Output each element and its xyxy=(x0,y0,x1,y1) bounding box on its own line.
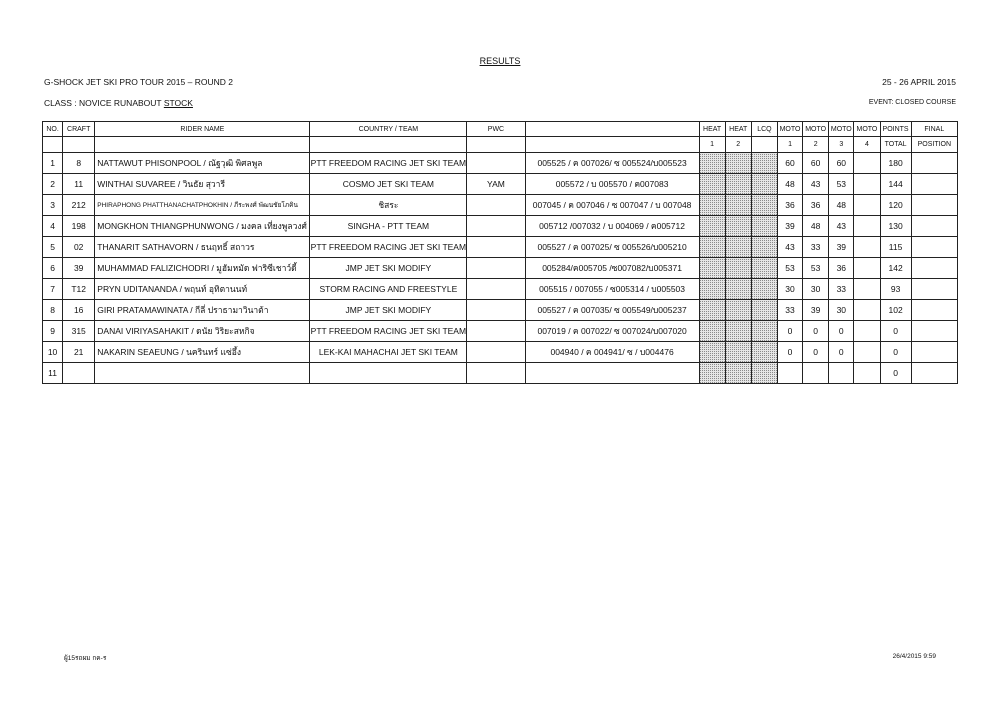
cell-moto2: 0 xyxy=(803,342,829,363)
cell-final-position xyxy=(911,363,957,384)
col-heat2-header: HEAT xyxy=(725,122,751,137)
cell-moto1: 0 xyxy=(777,321,802,342)
cell-engine-numbers: 007019 / ค 007022/ ซ 007024/บ007020 xyxy=(525,321,699,342)
cell-engine-numbers: 005284/ค005705 /ซ007082/บ005371 xyxy=(525,258,699,279)
cell-rider: DANAI VIRIYASAHAKIT / ดนัย วิริยะสหกิจ xyxy=(95,321,310,342)
cell-team: STORM RACING AND FREESTYLE xyxy=(310,279,467,300)
cell-points-total: 144 xyxy=(880,174,911,195)
footer-left: ผู้15รถผม กค-ร xyxy=(64,655,107,662)
col-moto4-header: MOTO xyxy=(854,122,880,137)
cell-heat2 xyxy=(725,300,751,321)
cell-moto2: 43 xyxy=(803,174,829,195)
cell-lcq xyxy=(751,279,777,300)
cell-moto2 xyxy=(803,363,829,384)
cell-final-position xyxy=(911,174,957,195)
cell-final-position xyxy=(911,153,957,174)
cell-moto4 xyxy=(854,216,880,237)
cell-heat2 xyxy=(725,258,751,279)
cell-heat2 xyxy=(725,153,751,174)
cell-engine-numbers xyxy=(525,363,699,384)
cell-moto1: 30 xyxy=(777,279,802,300)
cell-moto1: 60 xyxy=(777,153,802,174)
table-row xyxy=(43,216,958,237)
cell-engine-numbers: 005527 / ค 007035/ ซ 005549/บ005237 xyxy=(525,300,699,321)
cell-pwc xyxy=(467,363,525,384)
cell-moto2: 53 xyxy=(803,258,829,279)
cell-no: 6 xyxy=(43,258,63,279)
event-dates: 25 - 26 APRIL 2015 xyxy=(882,77,956,87)
cell-lcq xyxy=(751,216,777,237)
cell-points-total: 115 xyxy=(880,237,911,258)
cell-moto4 xyxy=(854,258,880,279)
cell-lcq xyxy=(751,258,777,279)
cell-rider xyxy=(95,363,310,384)
cell-heat2 xyxy=(725,363,751,384)
cell-no: 8 xyxy=(43,300,63,321)
cell-lcq xyxy=(751,321,777,342)
cell-engine-numbers: 005515 / 007055 / ซ005314 / บ005503 xyxy=(525,279,699,300)
cell-rider: MONGKHON THIANGPHUNWONG / มงคล เที่ยงพูลวงศ์ xyxy=(95,216,310,237)
cell-no: 10 xyxy=(43,342,63,363)
cell-heat2 xyxy=(725,321,751,342)
cell-heat1 xyxy=(699,216,725,237)
cell-rider: WINTHAI SUVAREE / วินธัย สุวารี xyxy=(95,174,310,195)
cell-moto1: 43 xyxy=(777,237,802,258)
cell-heat1 xyxy=(699,279,725,300)
cell-moto3: 0 xyxy=(829,342,854,363)
table-row xyxy=(43,153,958,174)
cell-moto1: 48 xyxy=(777,174,802,195)
cell-no: 7 xyxy=(43,279,63,300)
cell-pwc xyxy=(467,300,525,321)
table-row xyxy=(43,363,958,384)
cell-heat2 xyxy=(725,237,751,258)
cell-moto4 xyxy=(854,174,880,195)
col-moto1-sub: 1 xyxy=(777,137,802,153)
col-country-sub xyxy=(310,137,467,153)
cell-moto4 xyxy=(854,300,880,321)
cell-no: 5 xyxy=(43,237,63,258)
cell-pwc xyxy=(467,216,525,237)
footer-timestamp: 26/4/2015 9:59 xyxy=(892,653,936,660)
col-no-sub xyxy=(43,137,63,153)
cell-heat2 xyxy=(725,216,751,237)
cell-heat1 xyxy=(699,342,725,363)
cell-pwc xyxy=(467,342,525,363)
cell-moto3 xyxy=(829,363,854,384)
col-heat1-header: HEAT xyxy=(699,122,725,137)
cell-rider: PHIRAPHONG PHATTHANACHATPHOKHIN / ภีระพงศ์ พัฒนชัยโภคิน xyxy=(95,195,310,216)
table-row xyxy=(43,258,958,279)
cell-final-position xyxy=(911,258,957,279)
cell-moto4 xyxy=(854,342,880,363)
cell-rider: NATTAWUT PHISONPOOL / ณัฐวุฒิ พิศลพูล xyxy=(95,153,310,174)
cell-final-position xyxy=(911,342,957,363)
cell-craft: 16 xyxy=(63,300,95,321)
cell-points-total: 130 xyxy=(880,216,911,237)
cell-rider: PRYN UDITANANDA / พฤนท์ อุทิตานนท์ xyxy=(95,279,310,300)
cell-moto2: 60 xyxy=(803,153,829,174)
cell-craft: 39 xyxy=(63,258,95,279)
cell-craft: 8 xyxy=(63,153,95,174)
table-row xyxy=(43,279,958,300)
cell-moto3: 33 xyxy=(829,279,854,300)
cell-final-position xyxy=(911,321,957,342)
col-heat1-sub: 1 xyxy=(699,137,725,153)
cell-moto3: 43 xyxy=(829,216,854,237)
event-type: EVENT: CLOSED COURSE xyxy=(868,99,956,106)
cell-rider: THANARIT SATHAVORN / ธนฤทธิ์ สถาวร xyxy=(95,237,310,258)
page-title: RESULTS xyxy=(479,56,521,66)
cell-lcq xyxy=(751,153,777,174)
cell-moto2: 39 xyxy=(803,300,829,321)
cell-team: JMP JET SKI MODIFY xyxy=(310,258,467,279)
cell-moto3: 48 xyxy=(829,195,854,216)
cell-no: 3 xyxy=(43,195,63,216)
col-moto2-sub: 2 xyxy=(803,137,829,153)
col-moto3-header: MOTO xyxy=(829,122,854,137)
cell-heat1 xyxy=(699,174,725,195)
cell-moto2: 48 xyxy=(803,216,829,237)
cell-moto3: 39 xyxy=(829,237,854,258)
cell-points-total: 102 xyxy=(880,300,911,321)
cell-final-position xyxy=(911,279,957,300)
col-points-header: POINTS xyxy=(880,122,911,137)
cell-heat1 xyxy=(699,258,725,279)
cell-engine-numbers: 004940 / ค 004941/ ซ / บ004476 xyxy=(525,342,699,363)
cell-moto4 xyxy=(854,153,880,174)
cell-engine-numbers: 005712 /007032 / บ 004069 / ค005712 xyxy=(525,216,699,237)
cell-moto3: 0 xyxy=(829,321,854,342)
cell-team xyxy=(310,363,467,384)
cell-moto3: 53 xyxy=(829,174,854,195)
col-final-header: FINAL xyxy=(911,122,957,137)
cell-moto4 xyxy=(854,237,880,258)
cell-pwc xyxy=(467,321,525,342)
cell-team: PTT FREEDOM RACING JET SKI TEAM xyxy=(310,321,467,342)
cell-rider: NAKARIN SEAEUNG / นครินทร์ แซ่อึ้ง xyxy=(95,342,310,363)
cell-rider: GIRI PRATAMAWINATA / กีลี่ ปราธามาวินาต้า xyxy=(95,300,310,321)
class-prefix: CLASS : NOVICE RUNABOUT xyxy=(44,98,164,108)
cell-team: PTT FREEDOM RACING JET SKI TEAM xyxy=(310,153,467,174)
cell-heat1 xyxy=(699,237,725,258)
col-rider-header: RIDER NAME xyxy=(95,122,310,137)
cell-final-position xyxy=(911,195,957,216)
table-row xyxy=(43,321,958,342)
col-points-sub: TOTAL xyxy=(880,137,911,153)
col-moto3-sub: 3 xyxy=(829,137,854,153)
cell-heat2 xyxy=(725,174,751,195)
cell-heat2 xyxy=(725,279,751,300)
header-row-2 xyxy=(43,137,958,153)
col-pwc-sub xyxy=(467,137,525,153)
cell-points-total: 142 xyxy=(880,258,911,279)
cell-moto2: 36 xyxy=(803,195,829,216)
col-craft-sub xyxy=(63,137,95,153)
cell-rider: MUHAMMAD FALIZICHODRI / มูฮัมหมัด ฟาริซีเชาว์ดี้ xyxy=(95,258,310,279)
cell-moto2: 0 xyxy=(803,321,829,342)
cell-moto3: 60 xyxy=(829,153,854,174)
cell-team: JMP JET SKI MODIFY xyxy=(310,300,467,321)
cell-no: 11 xyxy=(43,363,63,384)
cell-heat1 xyxy=(699,153,725,174)
cell-points-total: 0 xyxy=(880,363,911,384)
cell-lcq xyxy=(751,363,777,384)
col-lcq-header: LCQ xyxy=(751,122,777,137)
cell-team: COSMO JET SKI TEAM xyxy=(310,174,467,195)
class-underlined: STOCK xyxy=(163,98,193,108)
cell-pwc xyxy=(467,153,525,174)
cell-craft: 02 xyxy=(63,237,95,258)
table-row xyxy=(43,342,958,363)
col-moto4-sub: 4 xyxy=(854,137,880,153)
cell-moto4 xyxy=(854,363,880,384)
table-row xyxy=(43,174,958,195)
cell-craft: T12 xyxy=(63,279,95,300)
col-final-sub: POSITION xyxy=(911,137,957,153)
cell-moto2: 33 xyxy=(803,237,829,258)
cell-team: ชิสระ xyxy=(310,195,467,216)
col-engine-header xyxy=(525,122,699,137)
cell-no: 4 xyxy=(43,216,63,237)
cell-points-total: 120 xyxy=(880,195,911,216)
cell-moto4 xyxy=(854,195,880,216)
cell-team: LEK-KAI MAHACHAI JET SKI TEAM xyxy=(310,342,467,363)
cell-heat2 xyxy=(725,342,751,363)
cell-final-position xyxy=(911,300,957,321)
cell-moto4 xyxy=(854,321,880,342)
cell-craft: 11 xyxy=(63,174,95,195)
cell-heat1 xyxy=(699,321,725,342)
cell-team: PTT FREEDOM RACING JET SKI TEAM xyxy=(310,237,467,258)
cell-heat1 xyxy=(699,195,725,216)
cell-heat1 xyxy=(699,300,725,321)
col-no-header: NO. xyxy=(43,122,63,137)
table-row xyxy=(43,237,958,258)
cell-moto2: 30 xyxy=(803,279,829,300)
col-moto1-header: MOTO xyxy=(777,122,802,137)
col-lcq-sub xyxy=(751,137,777,153)
cell-lcq xyxy=(751,195,777,216)
cell-no: 9 xyxy=(43,321,63,342)
cell-lcq xyxy=(751,174,777,195)
cell-craft: 212 xyxy=(63,195,95,216)
class-label xyxy=(44,98,193,108)
header-row-1 xyxy=(43,122,958,137)
cell-moto1: 39 xyxy=(777,216,802,237)
col-country-header: COUNTRY / TEAM xyxy=(310,122,467,137)
cell-craft: 198 xyxy=(63,216,95,237)
results-body xyxy=(43,153,958,384)
cell-points-total: 0 xyxy=(880,342,911,363)
col-moto2-header: MOTO xyxy=(803,122,829,137)
table-row xyxy=(43,195,958,216)
cell-pwc xyxy=(467,258,525,279)
cell-engine-numbers: 005527 / ค 007025/ ซ 005526/บ005210 xyxy=(525,237,699,258)
cell-moto1: 53 xyxy=(777,258,802,279)
cell-heat2 xyxy=(725,195,751,216)
table-row xyxy=(43,300,958,321)
cell-points-total: 0 xyxy=(880,321,911,342)
cell-moto3: 30 xyxy=(829,300,854,321)
cell-craft: 21 xyxy=(63,342,95,363)
cell-moto1: 36 xyxy=(777,195,802,216)
cell-lcq xyxy=(751,342,777,363)
col-heat2-sub: 2 xyxy=(725,137,751,153)
cell-lcq xyxy=(751,300,777,321)
cell-moto1 xyxy=(777,363,802,384)
cell-points-total: 180 xyxy=(880,153,911,174)
results-table xyxy=(42,121,958,384)
cell-moto3: 36 xyxy=(829,258,854,279)
col-craft-header: CRAFT xyxy=(63,122,95,137)
cell-engine-numbers: 005525 / ค 007026/ ซ 005524/บ005523 xyxy=(525,153,699,174)
event-name: G-SHOCK JET SKI PRO TOUR 2015 – ROUND 2 xyxy=(44,77,233,87)
cell-final-position xyxy=(911,237,957,258)
cell-craft xyxy=(63,363,95,384)
cell-points-total: 93 xyxy=(880,279,911,300)
cell-moto4 xyxy=(854,279,880,300)
cell-engine-numbers: 005572 / บ 005570 / ค007083 xyxy=(525,174,699,195)
cell-final-position xyxy=(911,216,957,237)
cell-no: 2 xyxy=(43,174,63,195)
col-engine-sub xyxy=(525,137,699,153)
cell-pwc xyxy=(467,237,525,258)
cell-lcq xyxy=(751,237,777,258)
cell-craft: 315 xyxy=(63,321,95,342)
cell-moto1: 0 xyxy=(777,342,802,363)
cell-engine-numbers: 007045 / ค 007046 / ซ 007047 / บ 007048 xyxy=(525,195,699,216)
cell-pwc: YAM xyxy=(467,174,525,195)
cell-no: 1 xyxy=(43,153,63,174)
cell-heat1 xyxy=(699,363,725,384)
col-rider-sub xyxy=(95,137,310,153)
cell-team: SINGHA - PTT TEAM xyxy=(310,216,467,237)
col-pwc-header: PWC xyxy=(467,122,525,137)
cell-pwc xyxy=(467,279,525,300)
cell-moto1: 33 xyxy=(777,300,802,321)
cell-pwc xyxy=(467,195,525,216)
